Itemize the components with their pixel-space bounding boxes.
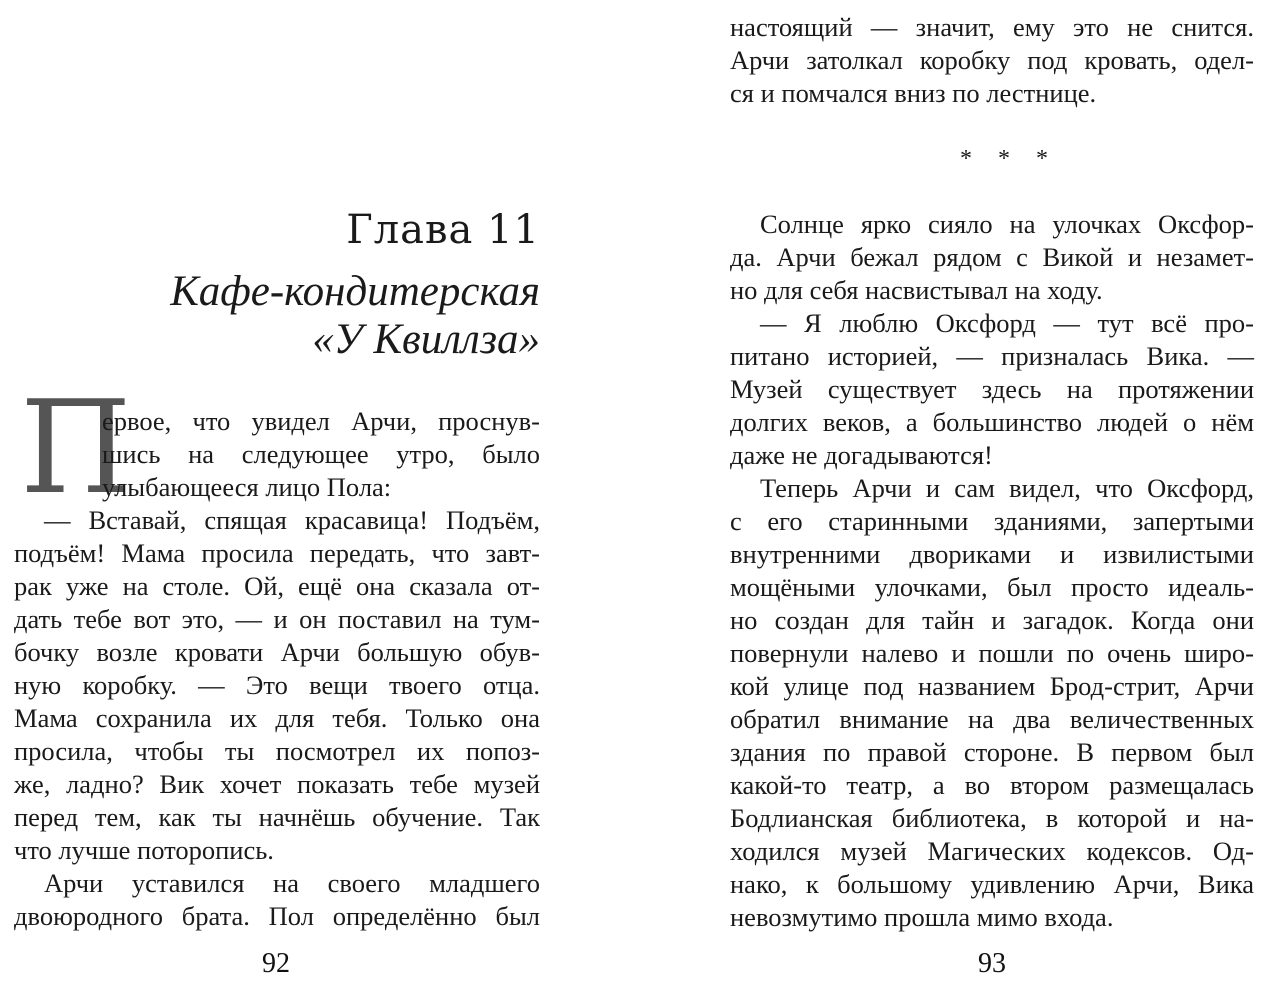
drop-cap: П <box>20 374 132 523</box>
text-line: ходился музей Магических кодексов. Од- <box>730 836 1254 866</box>
chapter-title-line-1: Кафе-кондитерская <box>170 268 540 315</box>
text-line: Мама сохранила их для тебя. Только она <box>14 703 540 733</box>
text-line: Музей существует здесь на протяжении <box>730 374 1254 404</box>
text-line: повернули налево и пошли по очень широ- <box>730 638 1254 668</box>
text-line: подъём! Мама просила передать, что завт- <box>14 538 540 568</box>
text-line: улыбающееся лицо Пола: <box>102 472 392 502</box>
text-line: рак уже на столе. Ой, ещё она сказала от- <box>14 571 540 601</box>
text-line: Солнце ярко сияло на улочках Оксфор- <box>760 209 1254 239</box>
text-line: питано историей, — призналась Вика. — <box>730 341 1254 371</box>
chapter-number: Глава 11 <box>346 207 540 253</box>
text-line: обратил внимание на два величественных <box>730 704 1254 734</box>
chapter-title-line-2: «У Квиллза» <box>312 316 540 363</box>
text-line: двоюродного брата. Пол определённо был <box>14 901 540 931</box>
text-line: кой улице под названием Брод-стрит, Арчи <box>730 671 1254 701</box>
text-line: настоящий — значит, ему это не снится. <box>730 12 1254 42</box>
text-line: но для себя насвистывал на ходу. <box>730 275 1103 305</box>
text-line: внутренними двориками и извилистыми <box>730 539 1254 569</box>
text-line: невозмутимо прошла мимо входа. <box>730 902 1114 932</box>
text-line: Бодлианская библиотека, в которой и на- <box>730 803 1254 833</box>
text-line: нако, к большому удивлению Арчи, Вика <box>730 869 1254 899</box>
text-line: здания по правой стороне. В первом был <box>730 737 1254 767</box>
text-line: шись на следующее утро, было <box>102 439 540 469</box>
text-line: ся и помчался вниз по лестнице. <box>730 78 1097 108</box>
text-line: просила, чтобы ты посмотрел их попоз- <box>14 736 540 766</box>
text-line: Арчи затолкал коробку под кровать, одел- <box>730 45 1254 75</box>
text-line: мощёными улочками, был просто идеаль- <box>730 572 1254 602</box>
page-number-left: 92 <box>262 948 290 979</box>
text-line: даже не догадываются! <box>730 440 993 470</box>
text-line: дать тебе вот это, — и он поставил на тум- <box>14 604 540 634</box>
section-separator: * * * <box>960 146 1058 172</box>
text-line: да. Арчи бежал рядом с Викой и незамет- <box>730 242 1254 272</box>
text-line: бочку возле кровати Арчи большую обув- <box>14 637 540 667</box>
text-line: ервое, что увидел Арчи, проснув- <box>102 406 540 436</box>
text-line: долгих веков, а большинство людей о нём <box>730 407 1254 437</box>
text-line: же, ладно? Вик хочет показать тебе музей <box>14 769 540 799</box>
text-line: но создан для тайн и загадок. Когда они <box>730 605 1254 635</box>
text-line: какой-то театр, а во втором размещалась <box>730 770 1254 800</box>
text-line: Теперь Арчи и сам видел, что Оксфорд, <box>760 473 1254 503</box>
page-number-right: 93 <box>978 948 1006 979</box>
text-line: — Вставай, спящая красавица! Подъём, <box>44 505 540 535</box>
text-line: перед тем, как ты начнёшь обучение. Так <box>14 802 540 832</box>
text-line: с его старинными зданиями, запертыми <box>730 506 1254 536</box>
text-line: что лучше поторопись. <box>14 835 274 865</box>
text-line: — Я люблю Оксфорд — тут всё про- <box>760 308 1254 338</box>
text-line: ную коробку. — Это вещи твоего отца. <box>14 670 540 700</box>
text-line: Арчи уставился на своего младшего <box>44 868 540 898</box>
